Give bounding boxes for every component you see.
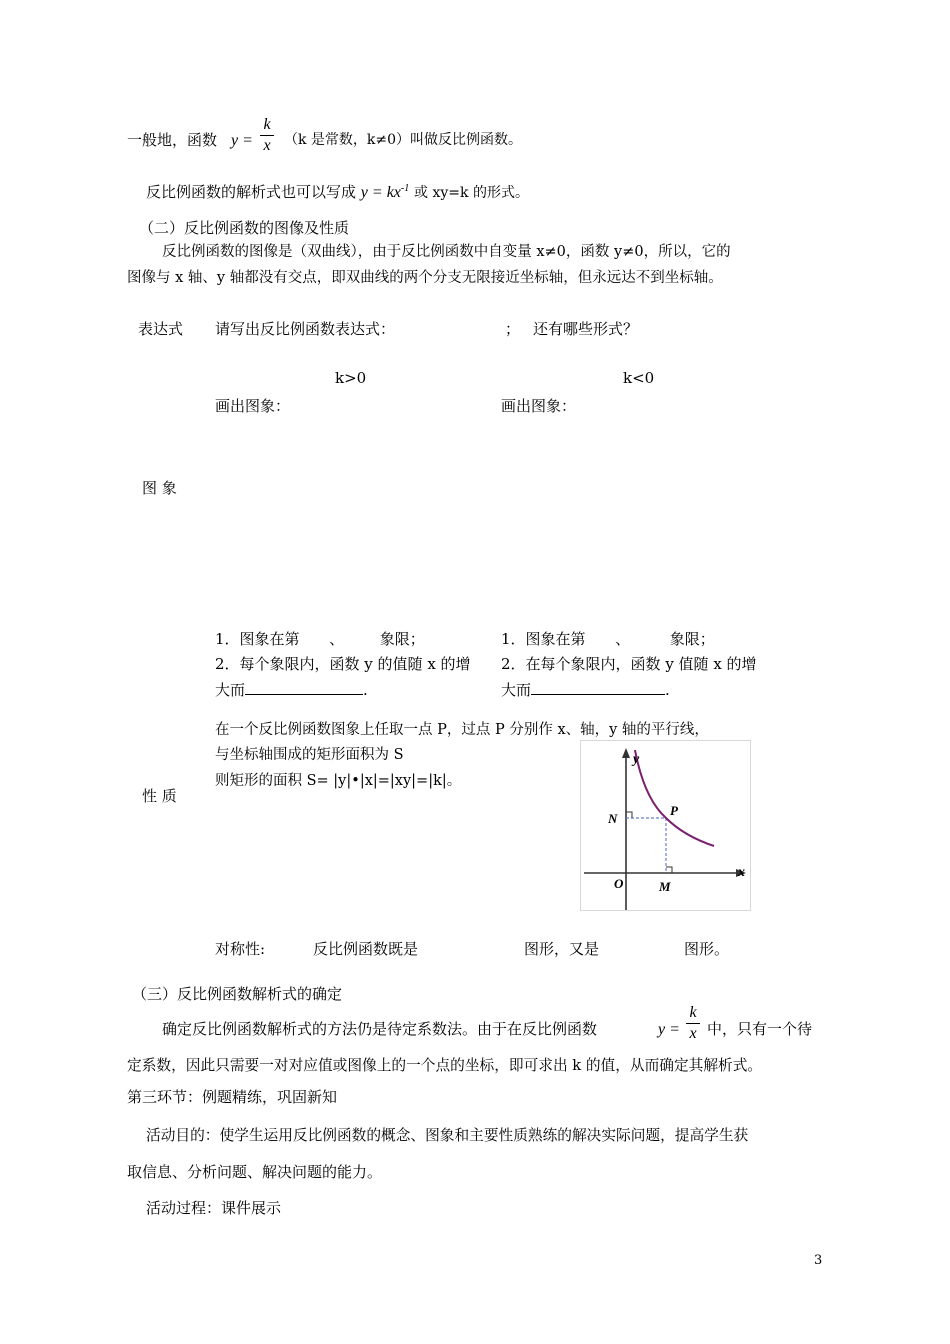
intro-frac-num: k <box>263 116 271 133</box>
left-q2: 2．每个象限内，函数 y 的值随 x 的增 <box>215 655 471 673</box>
alt-form-suffix: 或 xy=k 的形式。 <box>414 185 529 201</box>
left-q3-blank[interactable] <box>245 694 363 695</box>
step3-process: 活动过程：课件展示 <box>146 1199 282 1217</box>
rect-line3: 则矩形的面积 S= |y|•|x|=|xy|=|k|。 <box>215 773 462 789</box>
k-positive-label: k>0 <box>335 369 367 387</box>
alt-form-line <box>146 183 529 202</box>
alt-form-exponent: -1 <box>400 183 410 194</box>
sym-label: 对称性: <box>215 940 266 958</box>
left-q1-b: 、 <box>329 630 345 648</box>
expr-prompt: 请写出反比例函数表达式： <box>215 320 396 338</box>
section3-frac-den: x <box>689 1025 697 1042</box>
left-q1-c: 象限； <box>379 630 425 648</box>
section3-line1-b: 中，只有一个待 <box>707 1020 813 1038</box>
hyperbola-figure <box>580 740 755 912</box>
section2-para-line1: 反比例函数的图像是（双曲线），由于反比例函数中自变量 x≠0，函数 y≠0，所以，它的 <box>162 244 731 260</box>
label-o: O <box>614 876 624 891</box>
intro-eq-lhs: y = <box>231 132 253 149</box>
intro-frac-den: x <box>263 137 271 154</box>
left-q3-a: 大而 <box>215 681 246 699</box>
step3-goal-line1: 活动目的：使学生运用反比例函数的概念、图象和主要性质熟练的解决实际问题，提高学生获 <box>146 1127 749 1144</box>
left-q1-a: 1．图象在第 <box>215 630 300 648</box>
sym-c: 图形。 <box>684 940 730 958</box>
right-q1-b: 、 <box>615 630 631 648</box>
expr-more: 还有哪些形式？ <box>533 320 639 338</box>
right-q2: 2．在每个象限内，函数 y 值随 x 的增 <box>501 655 757 673</box>
sym-b: 图形，又是 <box>524 940 600 958</box>
right-q3-b: . <box>665 681 670 699</box>
label-p: P <box>670 803 678 818</box>
step3-goal-line2: 取信息、分析问题、解决问题的能力。 <box>127 1163 383 1181</box>
right-q1 <box>501 630 715 648</box>
k-negative-label: k<0 <box>623 369 655 387</box>
left-q1 <box>215 630 425 648</box>
expr-label: 表达式 <box>138 320 184 338</box>
rect-line1: 在一个反比例函数图象上任取一点 P，过点 P 分别作 x、轴，y 轴的平行线， <box>215 722 709 738</box>
intro-fraction <box>260 116 274 155</box>
section3-heading: （三）反比例函数解析式的确定 <box>132 985 343 1003</box>
label-n: N <box>608 811 618 826</box>
intro-suffix: （k 是常数，k≠0）叫做反比例函数。 <box>284 132 523 148</box>
section3-eq-lhs: y = <box>658 1021 680 1038</box>
expr-semicolon: ； <box>505 320 521 338</box>
image-row-label: 图 象 <box>142 479 177 497</box>
right-q1-a: 1．图象在第 <box>501 630 586 648</box>
section3-line1-a: 确定反比例函数解析式的方法仍是待定系数法。由于在反比例函数 <box>162 1020 598 1038</box>
page-number: 3 <box>814 1253 823 1268</box>
section3-line2: 定系数，因此只需要一对对应值或图像上的一个点的坐标，即可求出 k 的值，从而确定其解析式。 <box>127 1057 763 1074</box>
right-q3-blank[interactable] <box>531 694 665 695</box>
section3-fraction <box>686 1004 700 1043</box>
label-y: y <box>633 752 640 767</box>
rect-line2: 与坐标轴围成的矩形面积为 S <box>215 747 404 763</box>
label-m: M <box>659 879 671 894</box>
property-row-label: 性 质 <box>142 787 177 805</box>
step3-heading: 第三环节：例题精练，巩固新知 <box>127 1088 338 1106</box>
right-q3 <box>501 681 670 699</box>
section3-frac-num: k <box>689 1004 697 1021</box>
draw-right-prompt: 画出图象： <box>501 397 577 415</box>
section2-heading: （二）反比例函数的图像及性质 <box>139 219 350 237</box>
left-q3-b: . <box>363 681 368 699</box>
section2-para-line2: 图像与 x 轴、y 轴都没有交点，即双曲线的两个分支无限接近坐标轴，但永远达不到坐标轴。 <box>127 270 723 286</box>
sym-a: 反比例函数既是 <box>313 940 419 958</box>
left-q3 <box>215 681 368 699</box>
intro-prefix: 一般地，函数 <box>127 131 218 149</box>
label-x: x <box>738 865 745 880</box>
draw-left-prompt: 画出图象： <box>215 397 291 415</box>
alt-form-prefix: 反比例函数的解析式也可以写成 <box>146 183 357 201</box>
alt-form-formula: y = kx <box>360 184 401 201</box>
right-q1-c: 象限； <box>669 630 715 648</box>
intro-frac-bar <box>260 135 274 136</box>
intro-line <box>127 131 217 149</box>
section3-frac-bar <box>686 1023 700 1024</box>
right-q3-a: 大而 <box>501 681 532 699</box>
